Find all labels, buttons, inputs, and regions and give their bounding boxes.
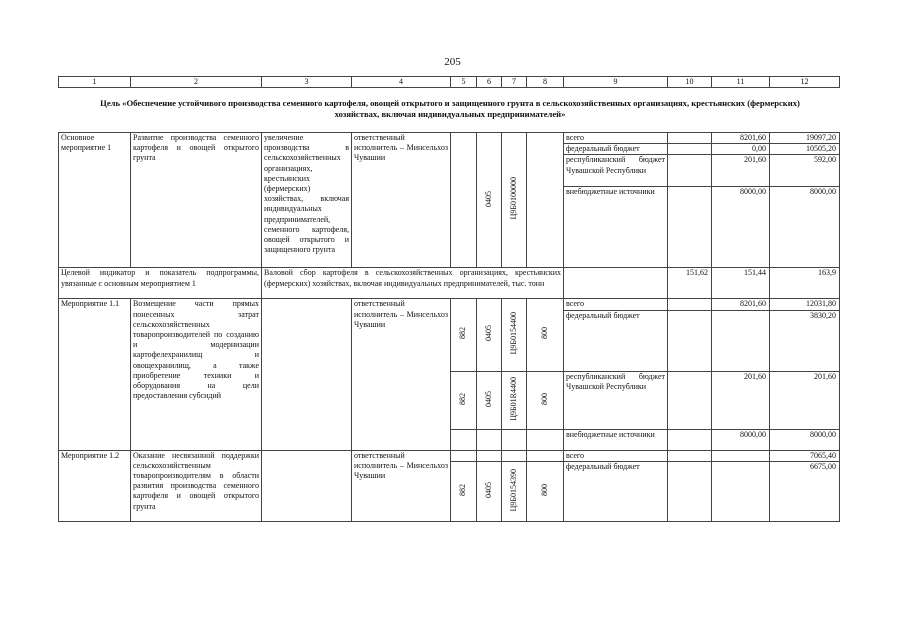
indicator-blank [564, 268, 668, 299]
blank-cell [527, 450, 564, 461]
source-label: федеральный бюджет [564, 461, 668, 521]
value-cell [668, 450, 712, 461]
main-event-description: Развитие производства семенного картофеля и овощей открытого грунта [131, 133, 262, 268]
value-cell: 201,60 [712, 371, 770, 429]
m12-code-rz: 0405 [477, 461, 502, 521]
main-code-vr [527, 133, 564, 268]
col-num-10: 10 [668, 77, 712, 88]
table-row [59, 133, 840, 144]
m12-code-csr: Ц9Б0154390 [502, 461, 527, 521]
value-cell [712, 450, 770, 461]
m12-result [262, 450, 352, 521]
value-cell: 8000,00 [712, 429, 770, 450]
value-cell: 7065,40 [770, 450, 840, 461]
indicator-text: Валовой сбор картофеля в сельскохозяйственных организациях, крестьянских (фермерских) хозяйствах, включая индивидуальных предпринимателей, тыс. тонн [262, 268, 564, 299]
col-num-2: 2 [131, 77, 262, 88]
main-event-name: Основное мероприятие 1 [59, 133, 131, 268]
value-cell: 12031,80 [770, 299, 840, 310]
m11-code-vr: 800 [527, 299, 564, 371]
source-label: республиканский бюджет Чувашской Республики [564, 371, 668, 429]
m11-code-grbs: 882 [451, 299, 477, 371]
source-label: федеральный бюджет [564, 310, 668, 371]
blank-cell [477, 429, 502, 450]
value-cell [668, 144, 712, 155]
value-cell: 10505,20 [770, 144, 840, 155]
m11-executor: ответственный исполнитель – Минсельхоз Чувашии [352, 299, 451, 450]
col-num-7: 7 [502, 77, 527, 88]
main-code-csr: Ц9Б0100000 [502, 133, 527, 268]
m12-description: Оказание несвязанной поддержки сельскохозяйственным товаропроизводителям в области развития производства семенного картофеля и овощей открытого грунта [131, 450, 262, 521]
indicator-value-11: 151,44 [712, 268, 770, 299]
value-cell [668, 155, 712, 187]
value-cell [668, 299, 712, 310]
m12-code-vr: 800 [527, 461, 564, 521]
m11-result [262, 299, 352, 450]
indicator-value-10: 151,62 [668, 268, 712, 299]
col-num-1: 1 [59, 77, 131, 88]
col-num-11: 11 [712, 77, 770, 88]
blank-cell [502, 450, 527, 461]
source-label: всего [564, 133, 668, 144]
blank-cell [502, 429, 527, 450]
source-label: внебюджетные источники [564, 429, 668, 450]
source-label: республиканский бюджет Чувашской Республики [564, 155, 668, 187]
source-label: всего [564, 450, 668, 461]
main-event-executor: ответственный исполнитель – Минсельхоз Чувашии [352, 133, 451, 268]
value-cell [668, 371, 712, 429]
m11-code-rz: 0405 [477, 299, 502, 371]
value-cell: 3830,20 [770, 310, 840, 371]
value-cell: 6675,00 [770, 461, 840, 521]
value-cell [668, 133, 712, 144]
col-num-4: 4 [352, 77, 451, 88]
col-num-9: 9 [564, 77, 668, 88]
blank-cell [451, 429, 477, 450]
indicator-label: Целевой индикатор и показатель подпрограммы, увязанные с основным мероприятием 1 [59, 268, 262, 299]
value-cell: 201,60 [712, 155, 770, 187]
value-cell [712, 310, 770, 371]
col-num-12: 12 [770, 77, 840, 88]
value-cell [668, 429, 712, 450]
goal-heading: Цель «Обеспечение устойчивого производства семенного картофеля, овощей открытого и защищенного грунта в сельскохозяйственных организациях, крестьянских (фермерских) хозяйствах, включая индивидуальных предпринимателей» [100, 98, 800, 119]
value-cell: 8000,00 [770, 187, 840, 268]
main-event-result: увеличение производства в сельскохозяйственных организациях, крестьянских (фермерских) хозяйствах, включая индивидуальных предпринимателей, семенного картофеля, овощей открытого и защищенного грунта [262, 133, 352, 268]
value-cell: 592,00 [770, 155, 840, 187]
blank-cell [451, 450, 477, 461]
value-cell: 8000,00 [770, 429, 840, 450]
source-label: федеральный бюджет [564, 144, 668, 155]
m11-code-rz-2: 0405 [477, 371, 502, 429]
m11-name: Мероприятие 1.1 [59, 299, 131, 450]
indicator-value-12: 163,9 [770, 268, 840, 299]
program-table [58, 132, 840, 522]
main-code-grbs [451, 133, 477, 268]
m12-name: Мероприятие 1.2 [59, 450, 131, 521]
m11-code-vr-2: 800 [527, 371, 564, 429]
value-cell [668, 461, 712, 521]
m11-code-csr: Ц9Б0154400 [502, 299, 527, 371]
value-cell: 8201,60 [712, 133, 770, 144]
col-num-8: 8 [527, 77, 564, 88]
m11-code-grbs-2: 882 [451, 371, 477, 429]
blank-cell [477, 450, 502, 461]
table-row [59, 299, 840, 310]
column-number-header [58, 76, 840, 88]
indicator-row [59, 268, 840, 299]
value-cell: 19097,20 [770, 133, 840, 144]
value-cell: 8000,00 [712, 187, 770, 268]
value-cell [712, 461, 770, 521]
value-cell: 201,60 [770, 371, 840, 429]
table-row [59, 450, 840, 461]
source-label: всего [564, 299, 668, 310]
m12-executor: ответственный исполнитель – Минсельхоз Чувашии [352, 450, 451, 521]
m11-description: Возмещение части прямых понесенных затрат сельскохозяйственных товаропроизводителей по созданию и модернизации картофелехранилищ и овощехранилищ, а также приобретение техники и оборудования на цели предоставления субсидий [131, 299, 262, 450]
m11-code-csr-2: Ц9Б01R4400 [502, 371, 527, 429]
value-cell [668, 187, 712, 268]
main-code-rz: 0405 [477, 133, 502, 268]
col-num-3: 3 [262, 77, 352, 88]
value-cell [668, 310, 712, 371]
col-num-5: 5 [451, 77, 477, 88]
page-number: 205 [444, 56, 461, 68]
col-num-6: 6 [477, 77, 502, 88]
source-label: внебюджетные источники [564, 187, 668, 268]
m12-code-grbs: 882 [451, 461, 477, 521]
value-cell: 0,00 [712, 144, 770, 155]
blank-cell [527, 429, 564, 450]
value-cell: 8201,60 [712, 299, 770, 310]
